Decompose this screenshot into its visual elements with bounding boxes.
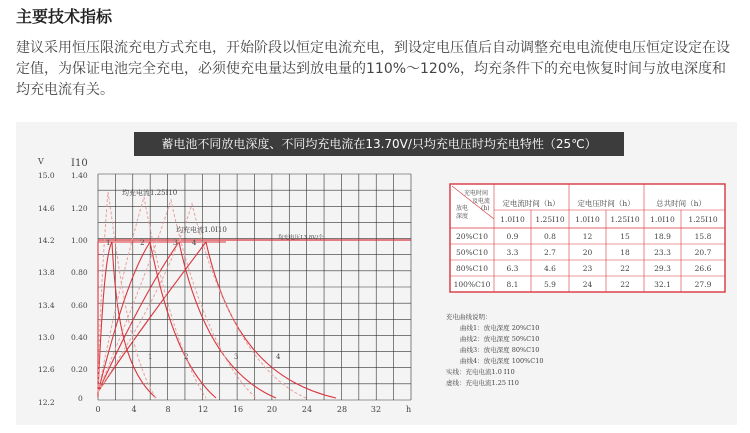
v-tick: 13.8: [38, 268, 55, 277]
table-subheader: 1.0I10: [575, 215, 600, 224]
charge-curves: [98, 242, 336, 398]
table-group-3: 总共时间（h）: [656, 199, 706, 208]
table-cell: 3.3: [506, 248, 519, 257]
table-cell: 0.9: [506, 232, 519, 241]
curve-1-voltage: [98, 242, 226, 392]
legend-item: 虚线：充电电流1.25 I10: [446, 379, 519, 387]
v-tick: 13.4: [38, 301, 55, 310]
curve-label-b3: 3: [234, 353, 239, 361]
annotation-125: 均充电流1.25I10: [122, 189, 178, 197]
table-cell: 22: [620, 280, 630, 289]
charge-curves-dashed: [98, 192, 306, 398]
curve-label-b1: 1: [148, 353, 153, 361]
v-unit-label: V: [38, 157, 44, 166]
table-cell: 4.6: [544, 264, 556, 273]
i-tick: 0: [78, 394, 83, 403]
h-tick: 32: [370, 405, 382, 414]
i-tick: 0.20: [71, 365, 88, 374]
v-tick: 13.0: [38, 333, 55, 342]
hour-tick-labels: [95, 405, 416, 414]
table-cell: 2.7: [544, 248, 556, 257]
table-cell: 29.3: [654, 264, 671, 273]
charge-chart: [16, 122, 737, 425]
table-cell: 24: [582, 280, 593, 289]
table-corner-top: 充电时间: [464, 190, 489, 197]
h-tick: 12: [197, 405, 209, 414]
table-cell: 23: [582, 264, 593, 273]
h-unit-label: h: [406, 405, 412, 414]
table-cell: 0.8: [544, 232, 556, 241]
table-cell: 20: [582, 248, 593, 257]
annotation-float: 均充电压13.8V/个: [278, 235, 324, 241]
h-tick: 16: [232, 405, 244, 414]
i-tick: 0.80: [71, 268, 88, 277]
legend-item: 实线：充电电流1.0 I10: [446, 368, 515, 376]
v-tick: 12.6: [38, 365, 55, 374]
table-corner-mid: 及电流: [472, 198, 491, 205]
i-tick: 1.40: [71, 171, 88, 180]
curve-label-1: 1: [106, 239, 111, 247]
table-cell: 32.1: [654, 280, 671, 289]
table-depth-cell: 100%C10: [453, 280, 491, 289]
i-tick: 1.00: [71, 236, 88, 245]
annotation-10: 均充电流1.0I10: [176, 226, 227, 234]
table-cell: 6.3: [506, 264, 519, 273]
table-group-1: 定电流时间（h）: [502, 199, 560, 208]
table-cell: 18: [620, 248, 630, 257]
table-cell: 27.9: [694, 280, 712, 289]
curve-2-current: [150, 242, 216, 398]
curve-label-3: 3: [173, 239, 178, 247]
table-corner-unit: (h): [481, 205, 490, 212]
v-tick: 14.2: [38, 236, 55, 245]
table-cell: 18.9: [654, 232, 671, 241]
description-paragraph: 建议采用恒压限流充电方式充电，开始阶段以恒定电流充电，到设定电压值后自动调整充电电流使电压恒定设定在设定值，为保证电池完全充电，必须使充电量达到放电量的110%～120%，均充条件下的充电恢复时间与放电深度和均充电流有关。: [16, 40, 730, 98]
v-tick: 15.0: [38, 171, 55, 180]
voltage-tick-labels: [38, 171, 55, 407]
h-tick: 4: [131, 405, 137, 414]
table-subheader: 1.0I10: [650, 215, 675, 224]
table-subheader: 1.25I10: [688, 215, 718, 224]
curve-legend: [446, 312, 544, 389]
table-group-2: 定电压时间（h）: [577, 199, 635, 208]
table-cell: 12: [582, 232, 593, 241]
v-tick: 14.6: [38, 204, 55, 213]
table-corner-left1: 放电: [456, 205, 469, 212]
table-subheader: 1.0I10: [500, 215, 525, 224]
table-cell: 8.1: [506, 280, 519, 289]
legend-item: 曲线2：放电深度 50%C10: [460, 335, 540, 343]
chart-grid: [98, 174, 411, 400]
table-cell: 22: [620, 264, 630, 273]
table-cell: 26.6: [694, 264, 712, 273]
curve-label-b4: 4: [276, 353, 281, 361]
curve-label-4: 4: [192, 239, 197, 247]
curve-4-current: [206, 242, 336, 398]
table-depth-cell: 20%C10: [456, 232, 488, 241]
legend-item: 曲线1：放电深度 20%C10: [460, 324, 540, 332]
h-tick: 28: [336, 405, 348, 414]
v-tick: 12.2: [38, 398, 55, 407]
table-cell: 23.3: [654, 248, 671, 257]
figure-banner: 蓄电池不同放电深度、不同均充电流在13.70V/只均充电压时均充电特性（25℃）: [134, 132, 624, 156]
table-cell: 15: [620, 232, 630, 241]
current-tick-labels: [71, 171, 88, 403]
table-corner-left2: 深度: [456, 213, 469, 220]
legend-title: 充电曲线说明：: [446, 313, 492, 321]
table-cell: 5.9: [544, 280, 556, 289]
table-subheader: 1.25I10: [535, 215, 565, 224]
curve-label-2: 2: [140, 239, 145, 247]
h-tick: 8: [165, 405, 171, 414]
table-depth-cell: 80%C10: [456, 264, 488, 273]
table-depth-cell: 50%C10: [456, 248, 488, 257]
i-tick: 0.40: [71, 333, 88, 342]
curve-1-dashed: [98, 192, 156, 398]
charge-time-table: [450, 184, 725, 292]
charge-characteristics-figure: [16, 122, 737, 425]
curve-label-b2: 2: [184, 353, 189, 361]
h-tick: 24: [301, 405, 313, 414]
curve-1-current: [112, 242, 156, 398]
page-title: 主要技术指标: [16, 7, 113, 26]
table-cell: 20.7: [694, 248, 712, 257]
table-subheader: 1.25I10: [610, 215, 640, 224]
table-cell: 15.8: [694, 232, 712, 241]
i-tick: 1.20: [71, 204, 88, 213]
i-unit-label: I10: [71, 158, 88, 169]
legend-item: 曲线4：放电深度 100%C10: [460, 357, 544, 365]
h-tick: 20: [266, 405, 278, 414]
i-tick: 0.60: [71, 301, 88, 310]
h-tick: 0: [95, 405, 101, 414]
legend-item: 曲线3：放电深度 80%C10: [460, 346, 540, 354]
